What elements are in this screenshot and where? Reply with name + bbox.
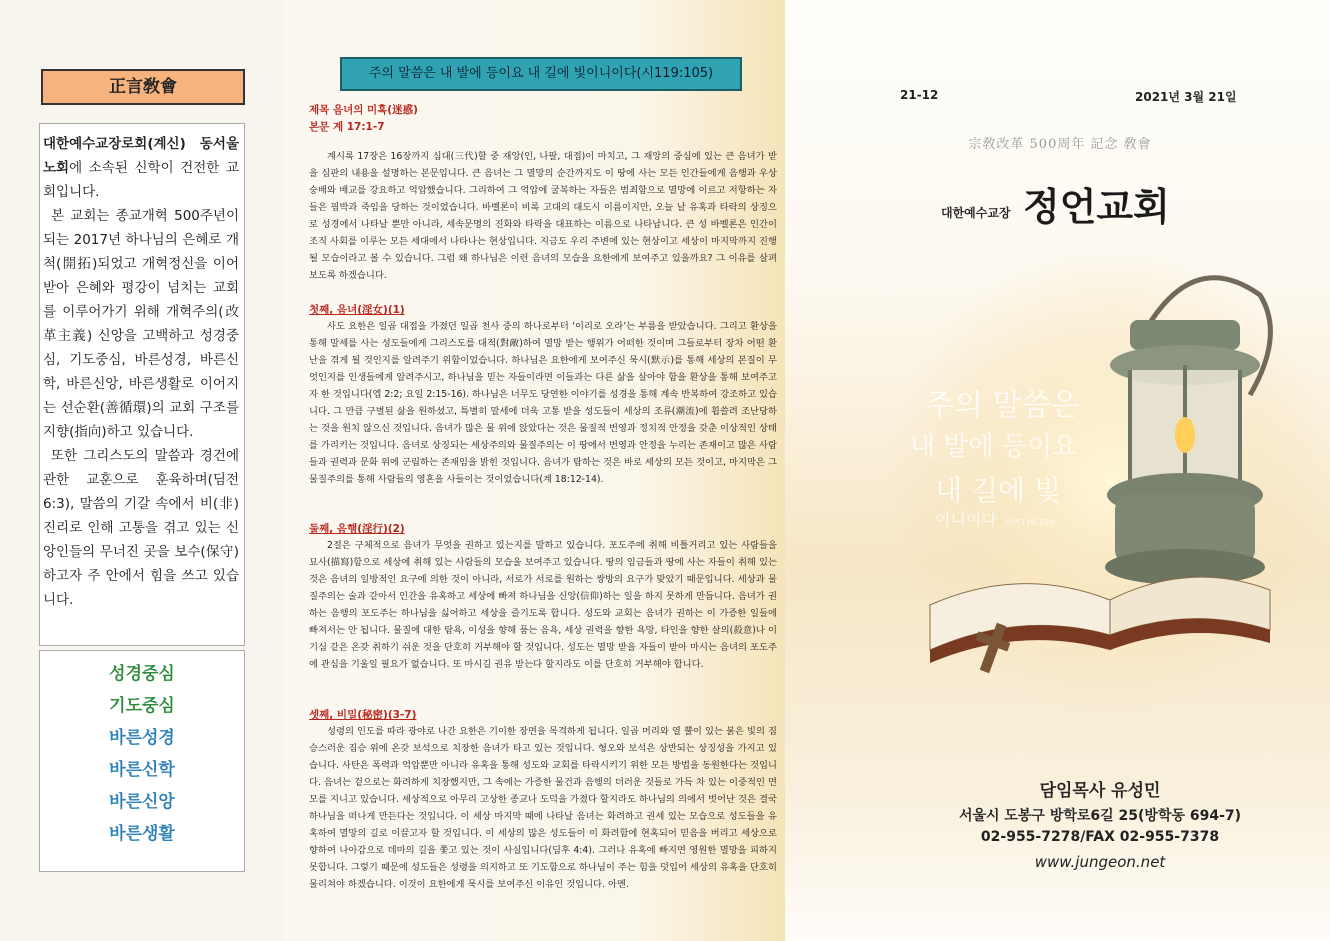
motto-item: 성경중심 [109, 664, 175, 684]
intro-paragraph-3: 또한 그리스도의 말씀과 경건에 관한 교훈으로 훈육하며(딤전 6:3), 말씀의 기갈 속에서 비(非) 진리로 인해 고통을 겪고 있는 신앙인들의 무너진 곳을 보수(保守)하고자 주 안에서 힘을 쓰고 있습니다. [43, 448, 239, 608]
intro-affiliation-rest: 에 소속된 신학이 건전한 교회입니다. [43, 160, 239, 200]
section-heading-3: 셋째, 비밀(秘密)(3-7) [309, 709, 417, 721]
sermon-title: 제목 음녀의 미혹(迷惑) [309, 104, 418, 116]
cover-panel [785, 0, 1330, 941]
lantern-bible-illustration [890, 245, 1330, 715]
motto-item: 바른신학 [109, 760, 175, 780]
art-text-line-2: 내 발에 등이요 [910, 432, 1078, 462]
issue-number: 21-12 [900, 88, 939, 102]
denomination-label: 대한예수교장 [941, 206, 1011, 220]
church-name: 정언교회 [1023, 185, 1170, 229]
church-address: 서울시 도봉구 방학로6길 25(방학동 694-7) [958, 808, 1242, 824]
motto-item: 바른생활 [109, 824, 175, 844]
reformation-tagline: 宗敎改革 500周年 記念 敎會 [968, 137, 1152, 152]
church-intro-box [39, 123, 245, 646]
intro-paragraph-1 [40, 132, 244, 204]
art-text-line-4: 이니이다 [935, 510, 997, 529]
art-text-line-1: 주의 말씀은 [925, 388, 1080, 423]
art-text-line-3: 내 길에 빛 [935, 474, 1061, 507]
section-heading-2: 둘째, 음행(淫行)(2) [309, 523, 405, 535]
motto-item: 바른신앙 [109, 792, 175, 812]
section-body-2: 2절은 구체적으로 음녀가 무엇을 권하고 있는지를 말하고 있습니다. 포도주에 취해 비틀거리고 있는 사람들을 묘사(描寫)함으로 세상에 취해 있는 사람들의 모습을 보여주고 있습니다. 땅의 임금들과 땅에 사는 자들이 취해 있는 것은 음녀의 일방적인 요구에 의한 것이 아니라, 서로가 서로를 원하는 쌍방의 요구가 맞았기 때문입니다. 세상과 물질주의는 술과 같아서 인간을 유혹하고 세상에 빠져 하나님을 신앙(信仰)하는 일을 하지 못하게 만듭니다. 음녀가 권하는 음행의 포도주는 하나님을 싫어하고 세상을 즐기도록 합니다. 성도와 교회는 음녀가 권하는 이 가증한 일들에 빠져서는 안 됩니다. 물질에 대한 탐욕, 이성을 향해 품는 음욕, 세상 권력을 향한 욕망, 타인을 향한 살의(殺意)나 이기심 같은 온갖 취하기 쉬운 것을 단호히 거부해야 할 것입니다. 성도는 멸망 받을 자들이 받아 마시는 음녀의 포도주에 관심을 기울일 필요가 없습니다. 또 마시길 권유 받는다 할지라도 이를 단호히 거부해야 합니다. [309, 540, 777, 670]
verse-banner: 주의 말씀은 내 발에 등이요 내 길에 빛이니이다(시119:105) [340, 57, 742, 91]
bulletin-date: 2021년 3월 21일 [1135, 90, 1237, 104]
motto-item: 기도중심 [109, 696, 175, 716]
motto-item: 바른성경 [109, 728, 175, 748]
church-website[interactable]: www.jungeon.net [1034, 853, 1166, 871]
art-text-ref: 시편119:105 [1005, 518, 1054, 527]
section-heading-1: 첫째, 음녀(淫女)(1) [309, 304, 405, 316]
sermon-panel [283, 0, 785, 941]
pastor-name: 담임목사 유성민 [1039, 781, 1161, 801]
section-body-3: 성령의 인도를 따라 광야로 나간 요한은 기이한 장면을 목격하게 됩니다. 일곱 머리와 열 뿔이 있는 붉은 빛의 짐승스러운 짐승 위에 온갖 보석으로 치장한 음녀가 타고 있는 것입니다. 형오와 보석은 상반되는 상징성을 가지고 있습니다. 사탄은 폭력과 억압뿐만 아니라 유혹을 통해 성도와 교회를 타락시키기 위한 모든 방법을 동원한다는 것입니다. 음녀는 겉으로는 화려하게 치장했지만, 그 속에는 가증한 물건과 음행의 더러운 것들로 가득 차 있는 이중적인 면모를 지니고 있습니다. 세상적으로 아무리 고상한 종교나 도덕을 가졌다 할지라도 하나님의 의에서 벗어난 것은 결국 하나님을 떠나게 만든다는 것입니다. 이 세상 마지막 때에 나타날 음녀는 화려하고 권세 있는 모습으로 성도들을 유혹하여 멸망의 길로 이끌고자 할 것입니다. 이 세상의 많은 성도들이 이 화려함에 현혹되어 믿음을 버리고 세상으로 향하여 나아감으로 데마의 길을 쫓고 있는 것이 사실입니다(딤후 4:4). 그러나 유혹에 빠지면 영원한 멸망을 피하지 못합니다. 그렇기 때문에 성도들은 성령을 의지하고 또 기도함으로 하나님이 주는 힘을 덧입어 세상의 유혹을 단호히 물리쳐야 하겠습니다. 이것이 요한에게 묵시를 보여주신 이유인 것입니다. 아멘. [309, 726, 777, 890]
motto-list [39, 650, 245, 872]
sermon-intro-paragraph: 계시록 17장은 16장까지 심대(三代)할 중 재앙(인, 나팔, 대접)이 마치고, 그 재앙의 중심에 있는 큰 음녀가 받을 심판의 내용을 설명하는 본문입니다. 큰 음녀는 그 멸망의 순간까지도 이 땅에 사는 모든 인간들에게 음행과 우상숭배와 배교를 강요하고 억압했습니다. 그리하여 그 억압에 굴복하는 자들은 범죄함으로 멸망에 이르고 저항하는 자들은 핍박과 죽임을 당하는 것이었습니다. 바벨론이 비록 고대의 대도시 이름이지만, 오늘 날 유혹과 타락의 상징으로 성경에서 나타날 뿐만 아니라, 세속문명의 진화와 타락을 대표하는 이름으로 나타납니다. 큰 성 바벨론은 인간이 조직 사회를 이루는 모든 세대에서 나타나는 현상입니다. 지금도 우리 주변에 있는 현상이고 세상이 마지막까지 진행될 모습이라고 볼 수 있습니다. 그럼 왜 하나님은 이런 음녀의 모습을 요한에게 보여주고 있을까요? 그 이유를 살펴보도록 하겠습니다. [309, 151, 777, 281]
section-body-1: 사도 요한은 일곱 대접을 가졌던 일곱 천사 중의 하나로부터 ‘이리로 오라’는 부름을 받았습니다. 그리고 환상을 통해 말세를 사는 성도들에게 그리스도를 대적(對敵)하여 멸망 받는 행위가 어떠한 것이며 그들로부터 장차 어떤 환난을 겪게 될 것인지를 알려주기 위함이었습니다. 하나님은 요한에게 보여주신 묵시(默示)를 통해 세상의 본질이 무엇인지를 인생들에게 알려주시고, 하나님을 믿는 자들이라면 이들과는 다른 삶을 살아야 함을 환상을 통해 보여주고자 한 것입니다(엡 2:2; 요일 2:15-16). 하나님은 너무도 당연한 이야기를 성경을 통해 계속 반복하여 강조하고 있습니다. 그 만큼 구별된 삶을 원하셨고, 특별히 말세에 더욱 고통 받을 성도들이 세상의 조류(潮流)에 휩쓸려 조난당하는 것을 원치 않으신 것입니다. 음녀가 많은 물 위에 앉았다는 것은 물질적 번영과 정치적 안정을 갖춘 이상적인 상태를 가리키는 것입니다. 음녀로 상징되는 세상주의와 물질주의는 이 땅에서 번영과 안정을 누리는 존재이고 많은 사람들과 권력과 문화 위에 군림하는 존재임을 밝힌 것입니다. 음녀가 탐하는 것은 바로 세상의 모든 것이고, 마지막은 그 물질주의를 통해 사람들의 영혼을 사들이는 것이었습니다(계 18:12-14). [309, 321, 777, 485]
intro-affiliation: 대한예수교장로회(계신) 동서울 노회 [43, 136, 239, 176]
church-hanja-title: 正言敎會 [41, 69, 245, 105]
intro-paragraph-2: 본 교회는 종교개혁 500주년이 되는 2017년 하나님의 은혜로 개척(開拓)되었고 개혁정신을 이어받아 은혜와 평강이 넘치는 교회를 이루어가기 위해 개혁주의(改革主義) 신앙을 고백하고 성경중심, 기도중심, 바른성경, 바른신학, 바른신앙, 바른생활로 이어지는 선순환(善循環)의 교회 구조를 지향(指向)하고 있습니다. [43, 208, 239, 440]
church-phone: 02-955-7278/FAX 02-955-7378 [980, 829, 1220, 845]
left-panel [0, 0, 283, 941]
sermon-passage: 본문 계 17:1-7 [309, 121, 385, 133]
